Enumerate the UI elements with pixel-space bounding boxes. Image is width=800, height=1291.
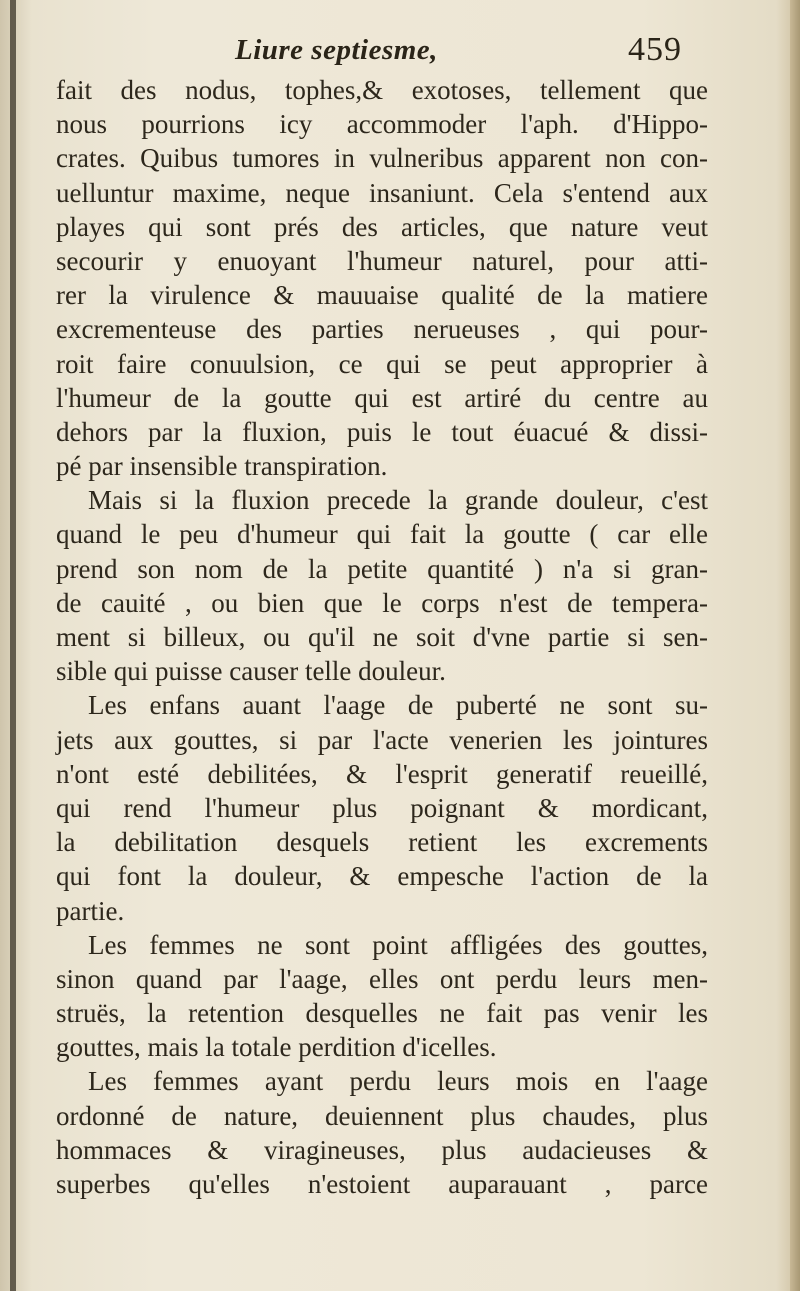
text-line: qui font la douleur, & empesche l'action de la	[56, 861, 708, 892]
text-line: rer la virulence & mauuaise qualité de la matiere	[56, 280, 708, 311]
text-line: fait des nodus, tophes,& exotoses, tellement que	[56, 75, 708, 105]
text-line: partie.	[56, 895, 125, 926]
text-line: n'ont esté debilitées, & l'esprit generatif reueillé,	[56, 758, 708, 789]
text-line: uelluntur maxime, neque insaniunt. Cela s'entend aux	[56, 177, 708, 208]
text-line: ment si billeux, ou qu'il ne soit d'vne partie si sen-	[56, 622, 708, 652]
text-line: roit faire conuulsion, ce qui se peut approprier à	[56, 348, 708, 379]
text-line: excrementeuse des parties nerueuses , qui pour-	[56, 314, 708, 345]
text-line: quand le peu d'humeur qui fait la goutte ( car elle	[56, 519, 708, 550]
text-line: secourir y enuoyant l'humeur naturel, pour atti-	[56, 245, 708, 276]
text-line: nous pourrions icy accommoder l'aph. d'Hippo-	[56, 109, 708, 140]
text-line: l'humeur de la goutte qui est artiré du centre au	[56, 382, 708, 413]
running-head: Liure septiesme,	[235, 34, 438, 66]
text-line: gouttes, mais la totale perdition d'icelles.	[56, 1032, 497, 1063]
text-line: hommaces & viragineuses, plus audacieuses &	[56, 1134, 708, 1165]
text-line: Les femmes ne sont point affligées des gouttes,	[88, 929, 708, 960]
body-text	[56, 73, 708, 1201]
text-line: pé par insensible transpiration.	[56, 451, 388, 482]
text-line: jets aux gouttes, si par l'acte venerien les jointures	[56, 724, 708, 755]
text-line: playes qui sont prés des articles, que nature veut	[56, 211, 708, 242]
text-line: struës, la retention desquelles ne fait pas venir les	[56, 998, 708, 1029]
text-line: la debilitation desquels retient les excrements	[56, 827, 708, 858]
text-line: de cauité , ou bien que le corps n'est de tempera-	[56, 587, 708, 618]
page-number: 459	[628, 31, 682, 68]
text-line: superbes qu'elles n'estoient auparauant , parce	[56, 1169, 708, 1199]
text-line: ordonné de nature, deuiennent plus chaudes, plus	[56, 1100, 708, 1131]
text-line: sible qui puisse causer telle douleur.	[56, 656, 446, 687]
text-line: Les femmes ayant perdu leurs mois en l'aage	[88, 1066, 708, 1097]
text-line: prend son nom de la petite quantité ) n'a si gran-	[56, 553, 708, 584]
text-line: Les enfans auant l'aage de puberté ne sont su-	[88, 690, 708, 721]
text-line: sinon quand par l'aage, elles ont perdu leurs men-	[56, 963, 708, 994]
text-line: qui rend l'humeur plus poignant & mordicant,	[56, 792, 708, 823]
text-line: crates. Quibus tumores in vulneribus apparent non con-	[56, 143, 708, 174]
text-line: Mais si la fluxion precede la grande douleur, c'est	[88, 485, 708, 516]
text-line: dehors par la fluxion, puis le tout éuacué & dissi-	[56, 416, 708, 447]
